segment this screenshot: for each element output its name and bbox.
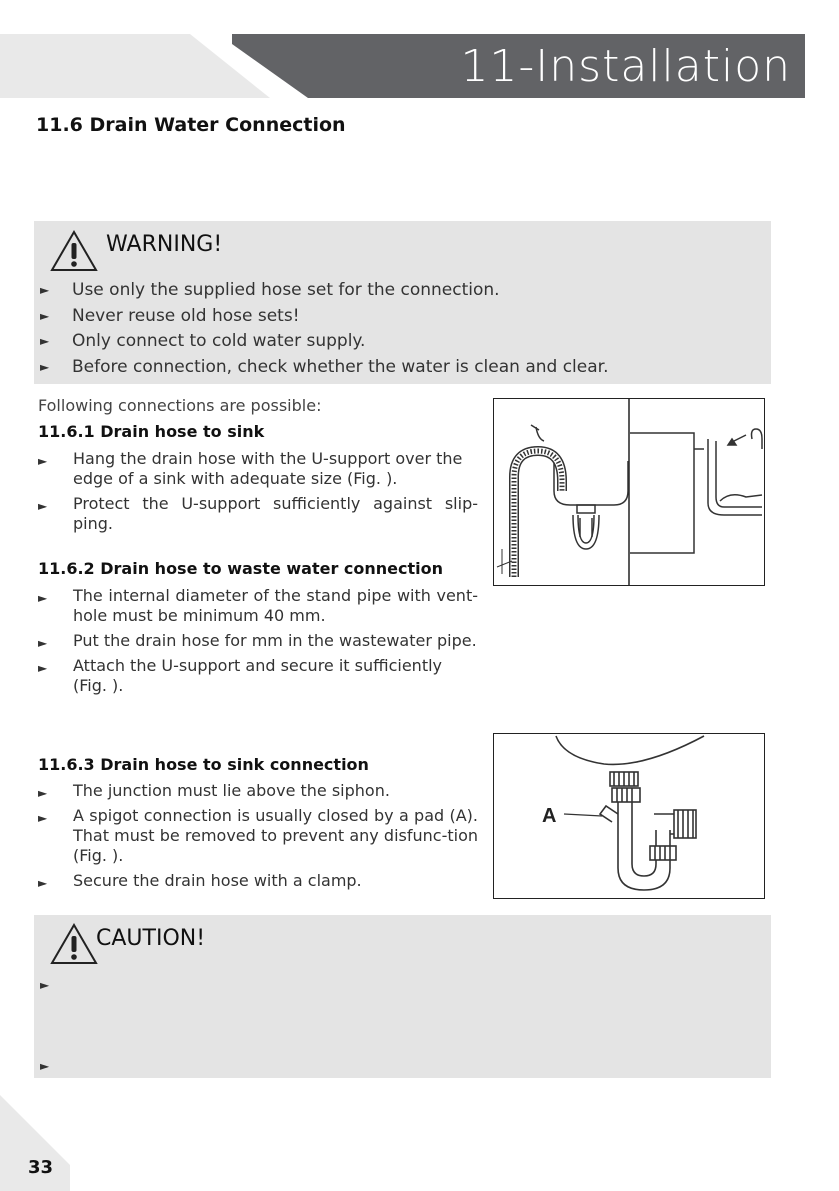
bullet-arrow-icon: ► <box>40 1059 50 1073</box>
bullet-arrow-icon: ► <box>38 811 48 825</box>
subsection-title-3: 11.6.3 Drain hose to sink connection <box>38 755 369 774</box>
sink-illustration <box>531 425 628 549</box>
subsection-1-list <box>38 449 478 539</box>
list-item: ► Attach the U-support and secure it sufficiently (Fig. ). <box>38 656 443 695</box>
subsection-title-1: 11.6.1 Drain hose to sink <box>38 422 265 441</box>
bullet-arrow-icon: ► <box>38 661 48 675</box>
label-a: A <box>542 805 557 827</box>
list-item: ► Use only the supplied hose set for the connection. <box>40 278 608 304</box>
warning-list <box>40 278 608 380</box>
list-item: ► Put the drain hose for mm in the wastewater pipe. <box>38 631 478 651</box>
caution-triangle-icon <box>50 922 98 966</box>
bullet-arrow-icon: ► <box>40 359 50 374</box>
intro-text: Following connections are possible: <box>38 396 322 415</box>
subsection-2-list <box>38 586 478 701</box>
figure-siphon <box>493 733 765 899</box>
list-item: ► The junction must lie above the siphon. <box>38 781 478 801</box>
bullet-arrow-icon: ► <box>38 591 48 605</box>
list-item: ► The internal diameter of the stand pipe with vent-hole must be minimum 40 mm. <box>38 586 478 625</box>
subsection-title-2: 11.6.2 Drain hose to waste water connection <box>38 559 444 578</box>
siphon-illustration <box>556 736 704 890</box>
warning-triangle-icon <box>50 229 98 273</box>
chapter-title: 11-Installation <box>460 41 791 92</box>
list-item: ► Never reuse old hose sets! <box>40 304 608 330</box>
bullet-arrow-icon: ► <box>38 786 48 800</box>
bullet-arrow-icon: ► <box>40 978 50 992</box>
page-number: 33 <box>28 1157 54 1178</box>
warning-title: WARNING! <box>106 232 223 257</box>
list-item: ► Protect the U-support sufficiently against slip-ping. <box>38 494 478 533</box>
list-item: ► Only connect to cold water supply. <box>40 329 608 355</box>
bullet-arrow-icon: ► <box>40 283 50 297</box>
list-item: ► Secure the drain hose with a clamp. <box>38 871 478 891</box>
list-item: ► A spigot connection is usually closed by a pad (A). That must be removed to prevent any disfunc-tion (Fig. ). <box>38 806 478 865</box>
bullet-arrow-icon: ► <box>40 334 50 348</box>
standpipe-illustration <box>630 429 762 553</box>
bullet-arrow-icon: ► <box>38 876 48 890</box>
caution-title: CAUTION! <box>96 926 206 951</box>
list-item: ► Hang the drain hose with the U-support over the edge of a sink with adequate size (Fig. ). <box>38 449 463 488</box>
u-support-hose <box>497 451 562 577</box>
section-title: 11.6 Drain Water Connection <box>36 114 346 136</box>
bullet-arrow-icon: ► <box>38 454 48 468</box>
list-item: ► Before connection, check whether the water is clean and clear. <box>40 355 608 381</box>
bullet-arrow-icon: ► <box>38 636 48 650</box>
figure-drain-hose-sink <box>493 398 765 586</box>
bullet-arrow-icon: ► <box>38 499 48 513</box>
bullet-arrow-icon: ► <box>40 308 50 323</box>
subsection-3-list <box>38 781 478 896</box>
